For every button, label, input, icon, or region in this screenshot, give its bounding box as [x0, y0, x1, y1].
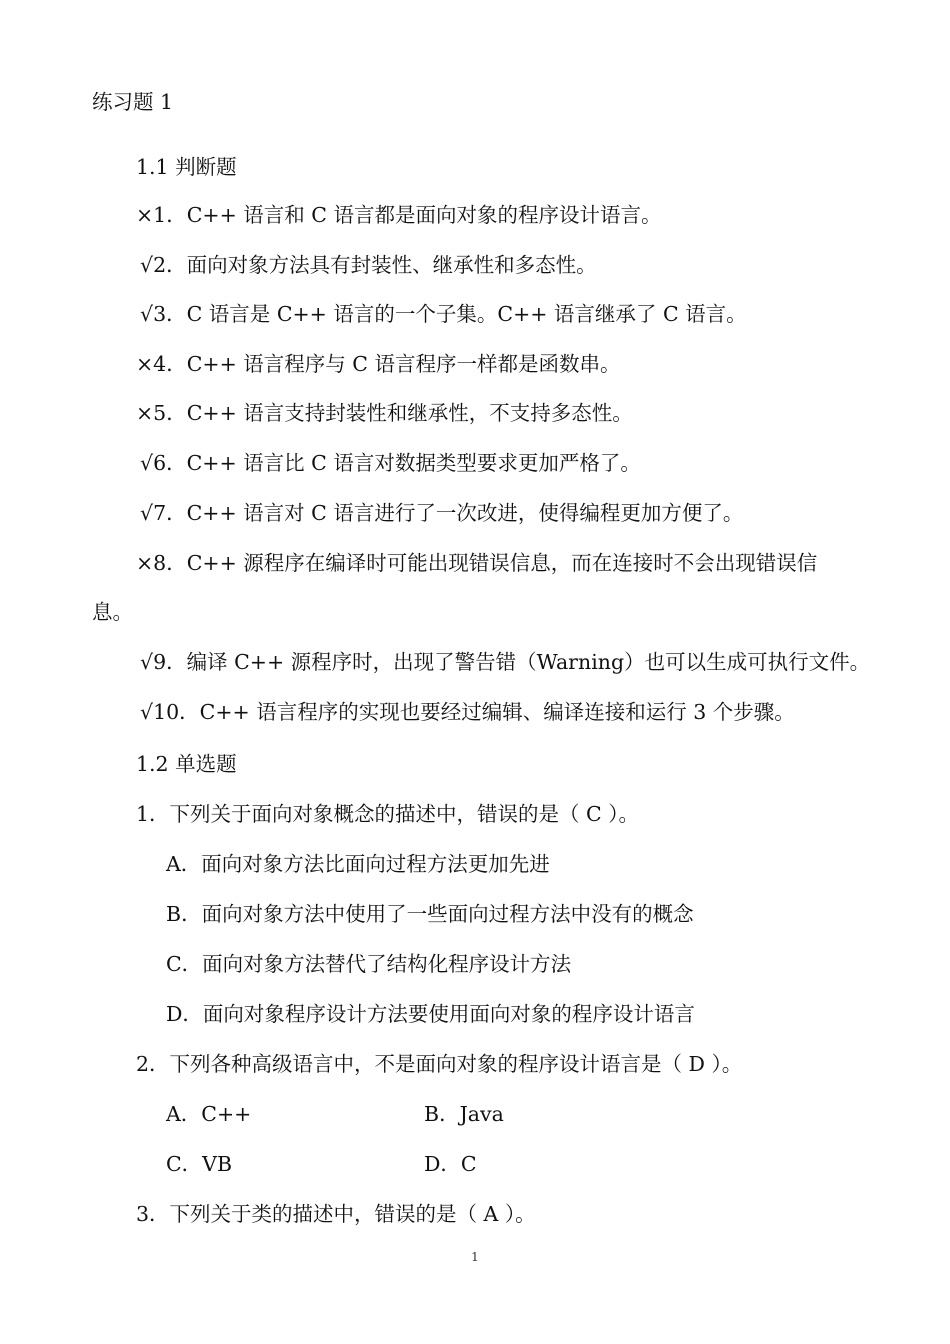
- judgment-item-7: √7．C++ 语言对 C 语言进行了一次改进，使得编程更加方便了。: [140, 501, 744, 525]
- question-1-option-b: B．面向对象方法中使用了一些面向过程方法中没有的概念: [166, 902, 694, 926]
- section-heading-judgment: 1.1 判断题: [136, 155, 237, 179]
- question-2-stem: 2．下列各种高级语言中，不是面向对象的程序设计语言是（ D ）。: [136, 1052, 743, 1076]
- question-3-stem: 3．下列关于类的描述中，错误的是（ A ）。: [136, 1202, 536, 1226]
- question-2-option-d: D．C: [424, 1152, 477, 1176]
- question-1-stem: 1．下列关于面向对象概念的描述中，错误的是（ C ）。: [136, 802, 640, 826]
- exercise-title: 练习题 1: [92, 90, 174, 114]
- judgment-item-9: √9．编译 C++ 源程序时，出现了警告错（Warning）也可以生成可执行文件。: [140, 650, 871, 674]
- judgment-item-3: √3．C 语言是 C++ 语言的一个子集。C++ 语言继承了 C 语言。: [140, 302, 747, 326]
- judgment-item-8: ×8．C++ 源程序在编译时可能出现错误信息，而在连接时不会出现错误信: [136, 551, 818, 575]
- question-1-option-a: A．面向对象方法比面向过程方法更加先进: [166, 852, 550, 876]
- section-heading-choice: 1.2 单选题: [136, 752, 237, 776]
- judgment-item-6: √6．C++ 语言比 C 语言对数据类型要求更加严格了。: [140, 451, 641, 475]
- judgment-item-4: ×4．C++ 语言程序与 C 语言程序一样都是函数串。: [136, 352, 621, 376]
- judgment-item-1: ×1．C++ 语言和 C 语言都是面向对象的程序设计语言。: [136, 203, 662, 227]
- question-2-option-c: C．VB: [166, 1152, 233, 1176]
- question-2-option-b: B．Java: [424, 1102, 504, 1126]
- page-number: 1: [471, 1250, 479, 1264]
- question-1-option-c: C．面向对象方法替代了结构化程序设计方法: [166, 952, 572, 976]
- question-1-option-d: D．面向对象程序设计方法要使用面向对象的程序设计语言: [166, 1002, 695, 1026]
- judgment-item-2: √2．面向对象方法具有封装性、继承性和多态性。: [140, 253, 597, 277]
- judgment-item-10: √10．C++ 语言程序的实现也要经过编辑、编译连接和运行 3 个步骤。: [140, 700, 795, 724]
- judgment-item-8-continued: 息。: [92, 600, 133, 624]
- judgment-item-5: ×5．C++ 语言支持封装性和继承性，不支持多态性。: [136, 401, 633, 425]
- question-2-option-a: A．C++: [166, 1102, 252, 1126]
